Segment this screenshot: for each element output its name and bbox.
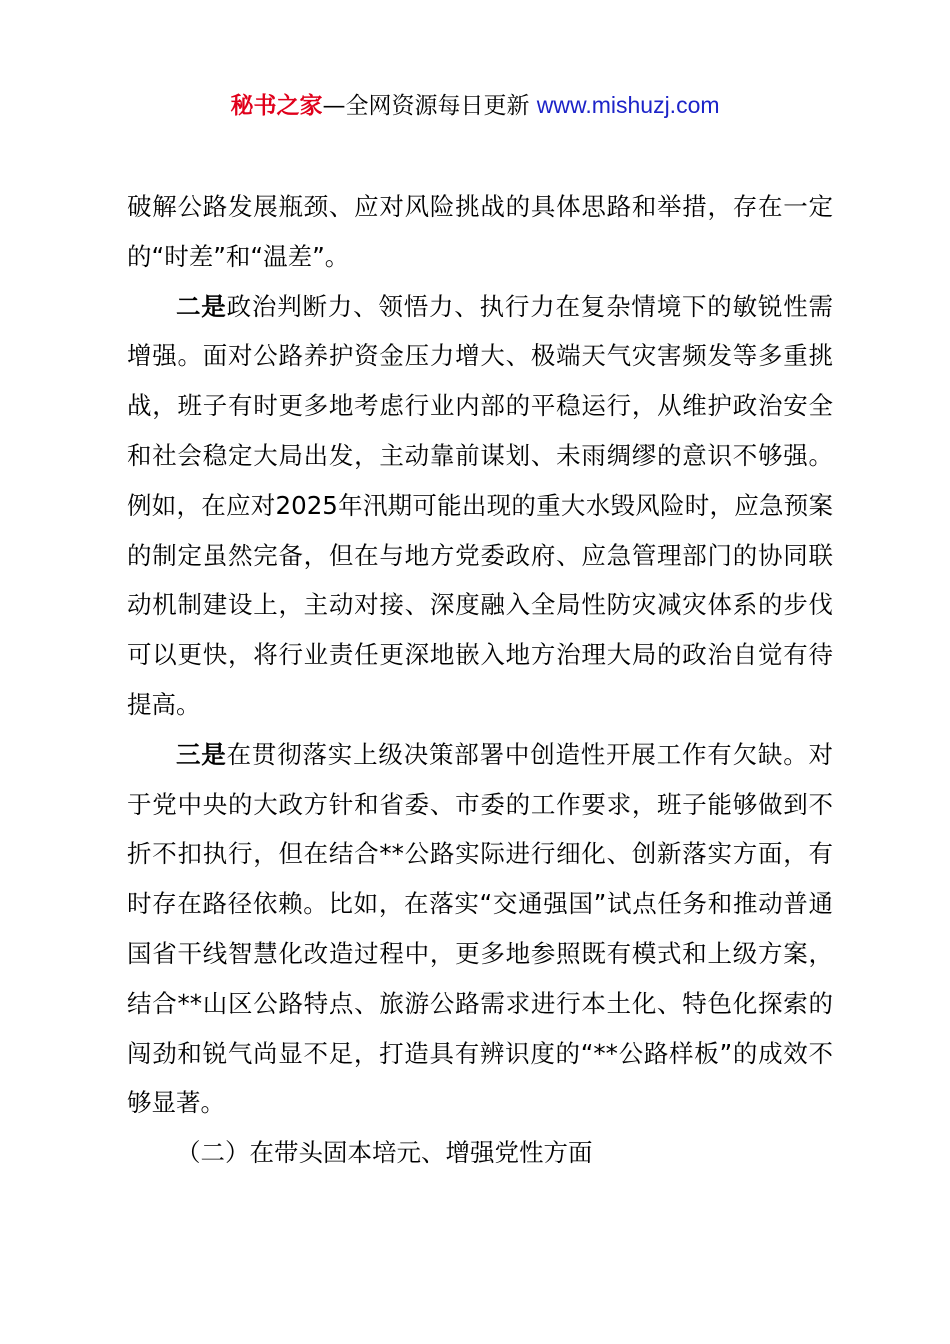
paragraph-text: 在贯彻落实上级决策部署中创造性开展工作有欠缺。对于党中央的大政方针和省委、市委的工作要求，班子能够做到不折不扣执行，但在结合**公路实际进行细化、创新落实方面，有时存在路径依赖。比如，在落实“交通强国”试点任务和推动普通国省干线智慧化改造过程中，更多地参照既有模式和上级方案，结合**山区公路特点、旅游公路需求进行本土化、特色化探索的闯劲和锐气尚显不足，打造具有辨识度的“**公路样板”的成效不够显著。 (127, 739, 834, 1118)
site-brand: 秘书之家 (230, 93, 323, 119)
section-heading (127, 1128, 833, 1178)
site-tagline: —全网资源每日更新 (322, 93, 537, 119)
paragraph-continuation (127, 182, 833, 282)
paragraph-point-two (127, 282, 833, 730)
paragraph-point-three (127, 730, 833, 1128)
page-header (0, 88, 950, 123)
paragraph-text: 破解公路发展瓶颈、应对风险挑战的具体思路和举措，存在一定的“时差”和“温差”。 (127, 192, 833, 271)
section-heading-text: （二）在带头固本培元、增强党性方面 (176, 1138, 593, 1168)
paragraph-text: 政治判断力、领悟力、执行力在复杂情境下的敏锐性需增强。面对公路养护资金压力增大、极端天气灾害频发等多重挑战，班子有时更多地考虑行业内部的平稳运行，从维护政治安全和社会稳定大局出发，主动靠前谋划、未雨绸缪的意识不够强。例如，在应对2025年汛期可能出现的重大水毁风险时，应急预案的制定虽然完备，但在与地方党委政府、应急管理部门的协同联动机制建设上，主动对接、深度融入全局性防灾减灾体系的步伐可以更快，将行业责任更深地嵌入地方治理大局的政治自觉有待提高。 (127, 291, 834, 719)
document-body (127, 182, 833, 1178)
paragraph-lead: 二是 (176, 291, 227, 321)
site-url-link[interactable]: www.mishuzj.com (536, 92, 720, 118)
paragraph-lead: 三是 (176, 739, 227, 769)
